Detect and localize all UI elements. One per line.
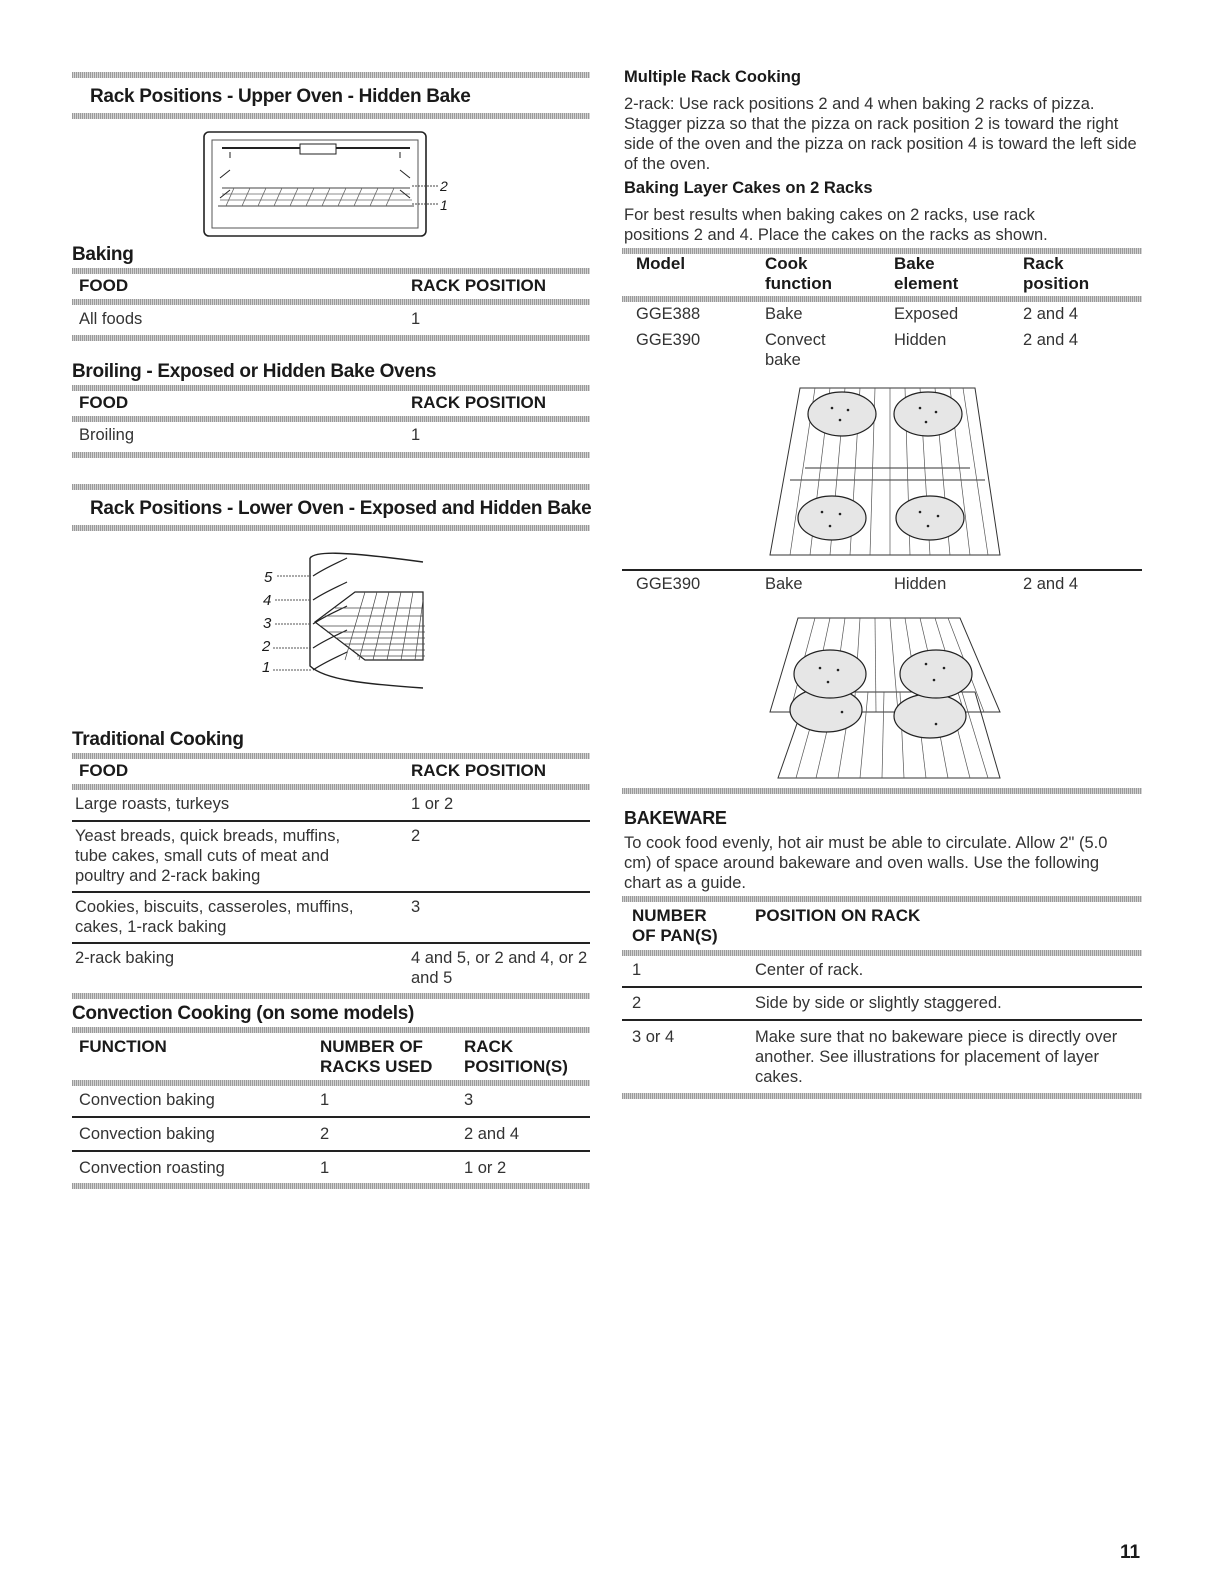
baking-header-food: FOOD (79, 276, 129, 295)
broiling-title: Broiling - Exposed or Hidden Bake Ovens (72, 361, 437, 382)
traditional-cell: 1 or 2 (411, 795, 454, 813)
table-rule (622, 296, 1142, 302)
table-rule (622, 950, 1142, 956)
traditional-cell: 2 (411, 827, 421, 845)
rack-label-2: 2 (440, 178, 448, 194)
table-rule (72, 1080, 590, 1086)
upper-oven-title: Rack Positions - Upper Oven - Hidden Bake (90, 86, 471, 107)
model-cell: 2 and 4 (1023, 331, 1079, 349)
table-rule (72, 993, 590, 999)
traditional-cell: 3 (411, 898, 421, 916)
section-rule (72, 525, 590, 531)
convection-cell: 2 (320, 1125, 330, 1143)
rack-label-2: 2 (262, 638, 271, 655)
layer-cakes-overlap-illustration (760, 612, 1010, 784)
upper-oven-diagram (200, 128, 460, 243)
section-rule (72, 72, 590, 78)
baking-cell: All foods (79, 310, 143, 328)
row-divider (72, 1150, 590, 1152)
traditional-header-rack: RACK POSITION (411, 761, 547, 780)
convection-cell: Convection baking (79, 1091, 215, 1109)
traditional-cell: Yeast breads, quick breads, muffins, tube cakes, small cuts of meat and poultry and 2-rack baking (75, 827, 341, 885)
baking-title: Baking (72, 244, 134, 265)
bakeware-cell: 3 or 4 (632, 1028, 675, 1046)
section-rule (72, 484, 590, 490)
table-rule (622, 788, 1142, 794)
table-rule (72, 784, 590, 790)
bakeware-header-position: POSITION ON RACK (755, 906, 921, 925)
table-rule (72, 452, 590, 458)
convection-header-function: FUNCTION (79, 1037, 167, 1056)
bakeware-cell: Make sure that no bakeware piece is directly over another. See illustrations for placement of layer cakes. (755, 1028, 1118, 1086)
rack-label-4: 4 (263, 592, 272, 609)
model-cell: Bake (765, 305, 803, 323)
table-rule (72, 385, 590, 391)
convection-cell: Convection roasting (79, 1159, 225, 1177)
traditional-cell: Cookies, biscuits, casseroles, muffins, cakes, 1-rack baking (75, 898, 354, 936)
model-cell: Hidden (894, 331, 947, 349)
convection-cell: 1 or 2 (464, 1159, 507, 1177)
table-rule (622, 896, 1142, 902)
bakeware-cell: 1 (632, 961, 642, 979)
broiling-cell: Broiling (79, 426, 135, 444)
page-number: 11 (1120, 1542, 1141, 1563)
model-cell: Convect bake (765, 331, 826, 369)
baking-header-rack: RACK POSITION (411, 276, 547, 295)
broiling-cell: 1 (411, 426, 421, 444)
multiple-rack-title: Multiple Rack Cooking (624, 68, 801, 86)
rack-label-5: 5 (264, 569, 273, 586)
convection-header-position: RACK POSITION(S) (464, 1037, 568, 1076)
broiling-header-food: FOOD (79, 393, 129, 412)
lower-oven-title: Rack Positions - Lower Oven - Exposed and Hidden Bake (90, 498, 592, 519)
model-cell: Hidden (894, 575, 947, 593)
model-cell: GGE390 (636, 575, 701, 593)
convection-header-racks: NUMBER OF RACKS USED (320, 1037, 433, 1076)
row-divider (622, 1019, 1142, 1021)
bakeware-header-number: NUMBER OF PAN(S) (632, 906, 718, 945)
rack-position-header: Rack position (1023, 254, 1090, 293)
convection-cell: 1 (320, 1091, 330, 1109)
table-rule (72, 268, 590, 274)
table-rule (622, 1093, 1142, 1099)
table-rule (72, 1183, 590, 1189)
traditional-cell: 2-rack baking (75, 949, 175, 967)
model-cell: 2 and 4 (1023, 575, 1079, 593)
section-rule (72, 113, 590, 119)
rack-label-1: 1 (262, 659, 271, 676)
table-rule (72, 335, 590, 341)
traditional-header-food: FOOD (79, 761, 129, 780)
row-divider (72, 942, 590, 944)
broiling-header-rack: RACK POSITION (411, 393, 547, 412)
convection-cell: 1 (320, 1159, 330, 1177)
bakeware-text: To cook food evenly, hot air must be able to circulate. Allow 2" (5.0 cm) of space around bakeware and oven walls. Use the following chart as a guide. (624, 834, 1108, 892)
row-divider (72, 1116, 590, 1118)
traditional-title: Traditional Cooking (72, 729, 244, 750)
convection-title: Convection Cooking (on some models) (72, 1003, 415, 1024)
table-rule (72, 753, 590, 759)
baking-cell: 1 (411, 310, 421, 328)
bakeware-cell: 2 (632, 994, 642, 1012)
convection-cell: Convection baking (79, 1125, 215, 1143)
convection-cell: 3 (464, 1091, 474, 1109)
bake-element-header: Bake element (894, 254, 959, 293)
cook-function-header: Cook function (765, 254, 833, 293)
traditional-cell: Large roasts, turkeys (75, 795, 230, 813)
row-divider (72, 820, 590, 822)
model-cell: Bake (765, 575, 803, 593)
rack-label-1: 1 (440, 197, 448, 213)
layer-cakes-title: Baking Layer Cakes on 2 Racks (624, 179, 873, 197)
table-rule (72, 1027, 590, 1033)
row-divider (72, 891, 590, 893)
traditional-cell: 4 and 5, or 2 and 4, or 2 and 5 (411, 949, 588, 987)
model-cell: Exposed (894, 305, 959, 323)
table-rule (72, 299, 590, 305)
rack-label-3: 3 (263, 615, 272, 632)
bakeware-cell: Side by side or slightly staggered. (755, 994, 1002, 1012)
model-cell: GGE390 (636, 331, 701, 349)
model-cell: GGE388 (636, 305, 701, 323)
row-divider (622, 986, 1142, 988)
table-rule (72, 416, 590, 422)
model-cell: 2 and 4 (1023, 305, 1079, 323)
bakeware-title: BAKEWARE (624, 808, 727, 828)
convection-cell: 2 and 4 (464, 1125, 520, 1143)
row-divider (622, 569, 1142, 571)
bakeware-cell: Center of rack. (755, 961, 864, 979)
multiple-rack-text: 2-rack: Use rack positions 2 and 4 when baking 2 racks of pizza. Stagger pizza so that the pizza on rack position 2 is toward the right side of the oven and the pizza on rack position 4 is toward the left side of the oven. (624, 95, 1137, 173)
layer-cakes-text: For best results when baking cakes on 2 racks, use rack positions 2 and 4. Place the cakes on the racks as shown. (624, 206, 1048, 244)
lower-oven-diagram (255, 548, 435, 693)
layer-cakes-staggered-illustration (760, 380, 1010, 565)
model-header: Model (636, 254, 686, 273)
